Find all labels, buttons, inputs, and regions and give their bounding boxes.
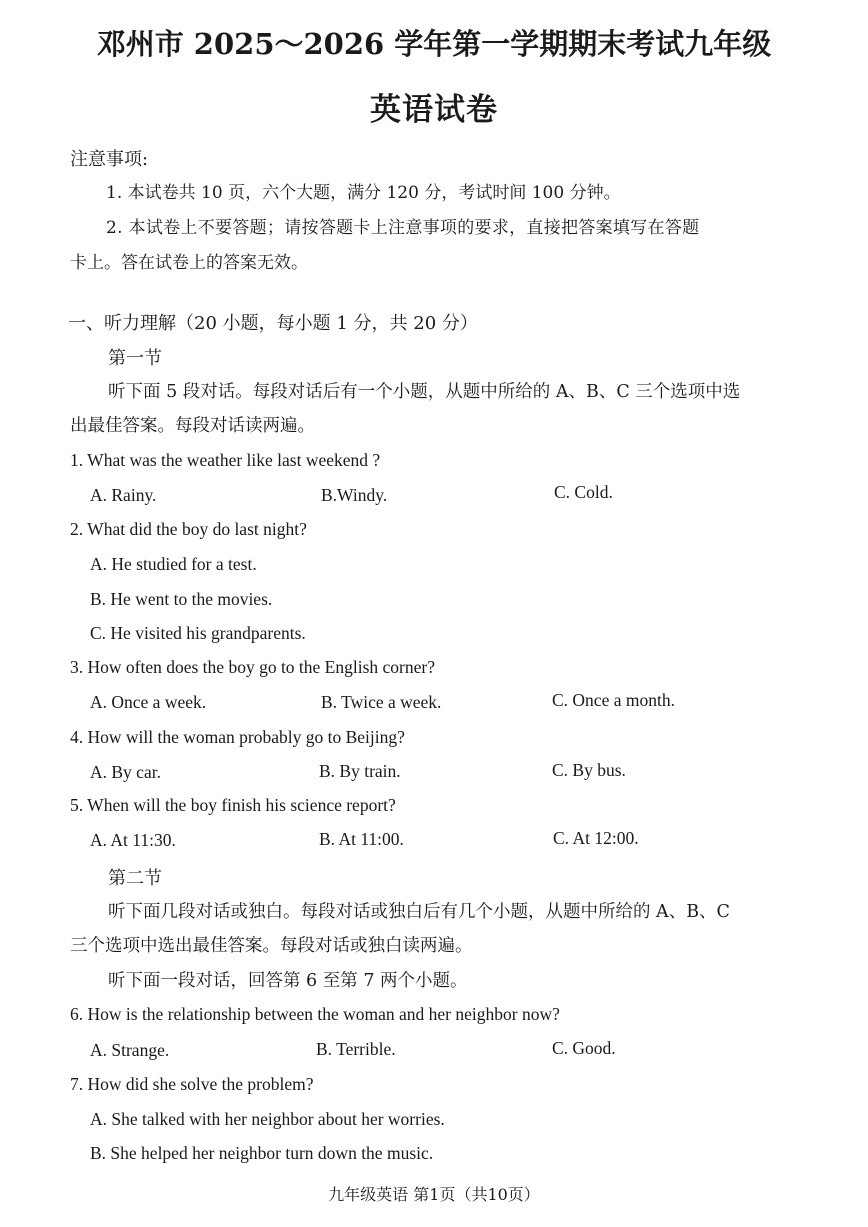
question-7-option-a: A. She talked with her neighbor about her worries. [90,1109,445,1129]
page-footer: 九年级英语 第1页（共10页） [328,1185,540,1204]
notice-item-2-line-2: 卡上。答在试卷上的答案无效。 [70,253,308,273]
question-5: 5. When will the boy finish his science report? [70,795,396,815]
question-2-option-b: B. He went to the movies. [90,589,273,609]
part-2-instruction-line-1: 听下面几段对话或独白。每段对话或独白后有几个小题，从题中所给的 A、B、C [108,902,730,922]
question-4: 4. How will the woman probably go to Beijing? [70,727,405,747]
question-1-option-b: B.Windy. [321,485,388,505]
question-1-option-a: A. Rainy. [90,485,157,505]
question-7: 7. How did she solve the problem? [70,1074,314,1094]
question-2: 2. What did the boy do last night? [70,519,307,539]
question-3-option-b: B. Twice a week. [321,692,442,712]
question-5-option-a: A. At 11:30. [90,830,176,850]
question-2-option-c: C. He visited his grandparents. [90,623,306,643]
question-7-option-b: B. She helped her neighbor turn down the music. [90,1143,434,1163]
question-4-option-b: B. By train. [319,761,401,781]
section-heading: 一、听力理解（20 小题，每小题 1 分，共 20 分） [68,313,478,334]
question-6: 6. How is the relationship between the woman and her neighbor now? [70,1004,560,1024]
exam-subtitle: 英语试卷 [370,92,498,128]
question-5-option-c: C. At 12:00. [553,828,639,848]
notice-heading: 注意事项: [70,149,149,170]
question-6-option-a: A. Strange. [90,1040,170,1060]
question-6-option-b: B. Terrible. [316,1039,396,1059]
question-5-option-b: B. At 11:00. [319,829,404,849]
part-heading-2: 第二节 [108,868,162,889]
question-1: 1. What was the weather like last weekend ? [70,450,381,470]
question-3-option-a: A. Once a week. [90,692,207,712]
question-3-option-c: C. Once a month. [552,690,675,710]
question-2-option-a: A. He studied for a test. [90,554,257,574]
part-1-instruction-line-2: 出最佳答案。每段对话读两遍。 [70,416,315,436]
exam-title: 邓州市 2025～2026 学年第一学期期末考试九年级 [96,27,772,61]
notice-item-2-line-1: 2. 本试卷上不要答题；请按答题卡上注意事项的要求，直接把答案填写在答题 [106,218,700,238]
part-heading-1: 第一节 [108,348,162,369]
part-1-instruction-line-1: 听下面 5 段对话。每段对话后有一个小题，从题中所给的 A、B、C 三个选项中选 [108,382,741,402]
question-1-option-c: C. Cold. [554,482,613,502]
question-4-option-c: C. By bus. [552,760,626,780]
question-3: 3. How often does the boy go to the English corner? [70,657,435,677]
part-2-dialogue-note: 听下面一段对话，回答第 6 至第 7 两个小题。 [108,971,468,991]
question-4-option-a: A. By car. [90,762,161,782]
notice-item-1: 1. 本试卷共 10 页，六个大题，满分 120 分，考试时间 100 分钟。 [106,183,621,203]
question-6-option-c: C. Good. [552,1038,616,1058]
part-2-instruction-line-2: 三个选项中选出最佳答案。每段对话或独白读两遍。 [70,936,473,956]
